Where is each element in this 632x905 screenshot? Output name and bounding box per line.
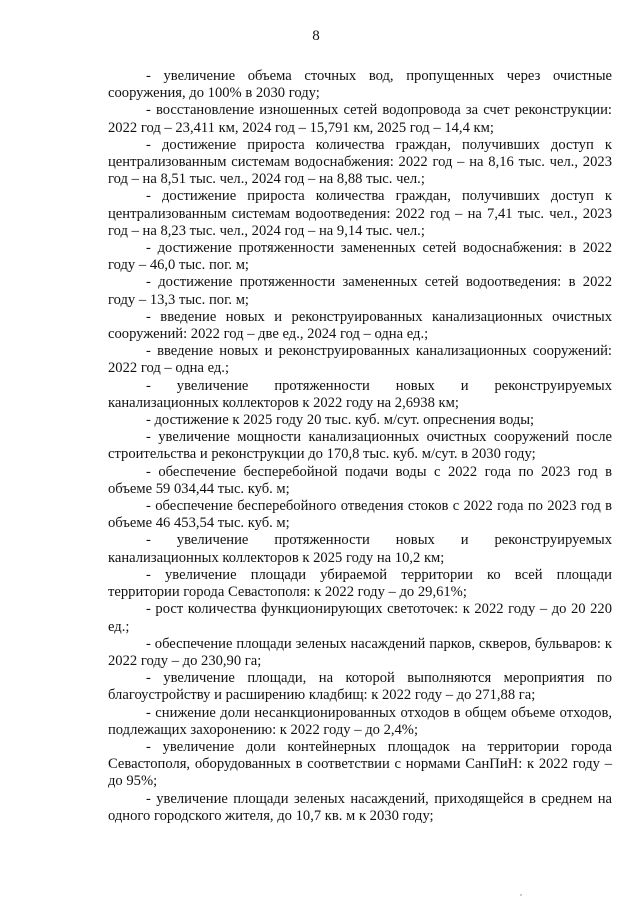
list-item: - увеличение мощности канализационных очистных сооружений после строительства и реконструкции до 170,8 тыс. куб. м/сут. в 2030 году; — [108, 429, 612, 463]
list-item: - восстановление изношенных сетей водопровода за счет реконструкции: 2022 год – 23,411 км, 2024 год – 15,791 км, 2025 год – 14,4 км; — [108, 102, 612, 136]
list-item: - увеличение доли контейнерных площадок на территории города Севастополя, оборудованных в соответствии с нормами СанПиН: к 2022 году – до 95%; — [108, 738, 612, 790]
list-item: - достижение к 2025 году 20 тыс. куб. м/сут. опреснения воды; — [146, 412, 535, 429]
document-body — [108, 68, 612, 825]
list-item: - достижение прироста количества граждан, получивших доступ к централизованным системам водоотведения: 2022 год – на 7,41 тыс. чел., 2023 год – на 8,23 тыс. чел., 2024 год – на 9,14 тыс. чел.; — [108, 188, 612, 239]
page-number: 8 — [312, 28, 320, 44]
list-item: - увеличение площади зеленых насаждений, приходящейся в среднем на одного городского жителя, до 10,7 кв. м к 2030 году; — [108, 790, 612, 824]
list-item: - увеличение объема сточных вод, пропущенных через очистные сооружения, до 100% в 2030 году; — [108, 68, 612, 102]
list-item: - введение новых и реконструированных канализационных сооружений: 2022 год – одна ед.; — [108, 343, 612, 377]
scan-speck — [520, 894, 522, 896]
list-item: - рост количества функционирующих светоточек: к 2022 году – до 20 220 ед.; — [108, 601, 612, 635]
list-item: - обеспечение бесперебойного отведения стоков с 2022 года по 2023 год в объеме 46 453,54 тыс. куб. м; — [108, 498, 612, 532]
list-item: - увеличение площади, на которой выполняются мероприятия по благоустройству и расширению кладбищ: к 2022 году – до 271,88 га; — [108, 670, 612, 704]
list-item: - увеличение протяженности новых и реконструируемых канализационных коллекторов к 2022 году на 2,6938 км; — [108, 377, 612, 411]
list-item: - обеспечение бесперебойной подачи воды с 2022 года по 2023 год в объеме 59 034,44 тыс. куб. м; — [108, 463, 612, 497]
list-item: - обеспечение площади зеленых насаждений парков, скверов, бульваров: к 2022 году – до 230,90 га; — [108, 635, 612, 669]
list-item: - увеличение протяженности новых и реконструируемых канализационных коллекторов к 2025 году на 10,2 км; — [108, 532, 612, 566]
list-item: - увеличение площади убираемой территории ко всей площади территории города Севастополя: к 2022 году – до 29,61%; — [108, 566, 612, 601]
list-item: - снижение доли несанкционированных отходов в общем объеме отходов, подлежащих захоронению: к 2022 году – до 2,4%; — [108, 704, 612, 738]
list-item: - введение новых и реконструированных канализационных очистных сооружений: 2022 год – две ед., 2024 год – одна ед.; — [108, 308, 612, 343]
list-item: - достижение протяженности замененных сетей водоотведения: в 2022 году – 13,3 тыс. пог. м; — [108, 274, 612, 308]
list-item: - достижение прироста количества граждан, получивших доступ к централизованным системам водоснабжения: 2022 год – на 8,16 тыс. чел., 2023 год – на 8,51 тыс. чел., 2024 год – на 8,88 тыс. чел.; — [108, 136, 612, 188]
list-item: - достижение протяженности замененных сетей водоснабжения: в 2022 году – 46,0 тыс. пог. м; — [108, 240, 612, 274]
